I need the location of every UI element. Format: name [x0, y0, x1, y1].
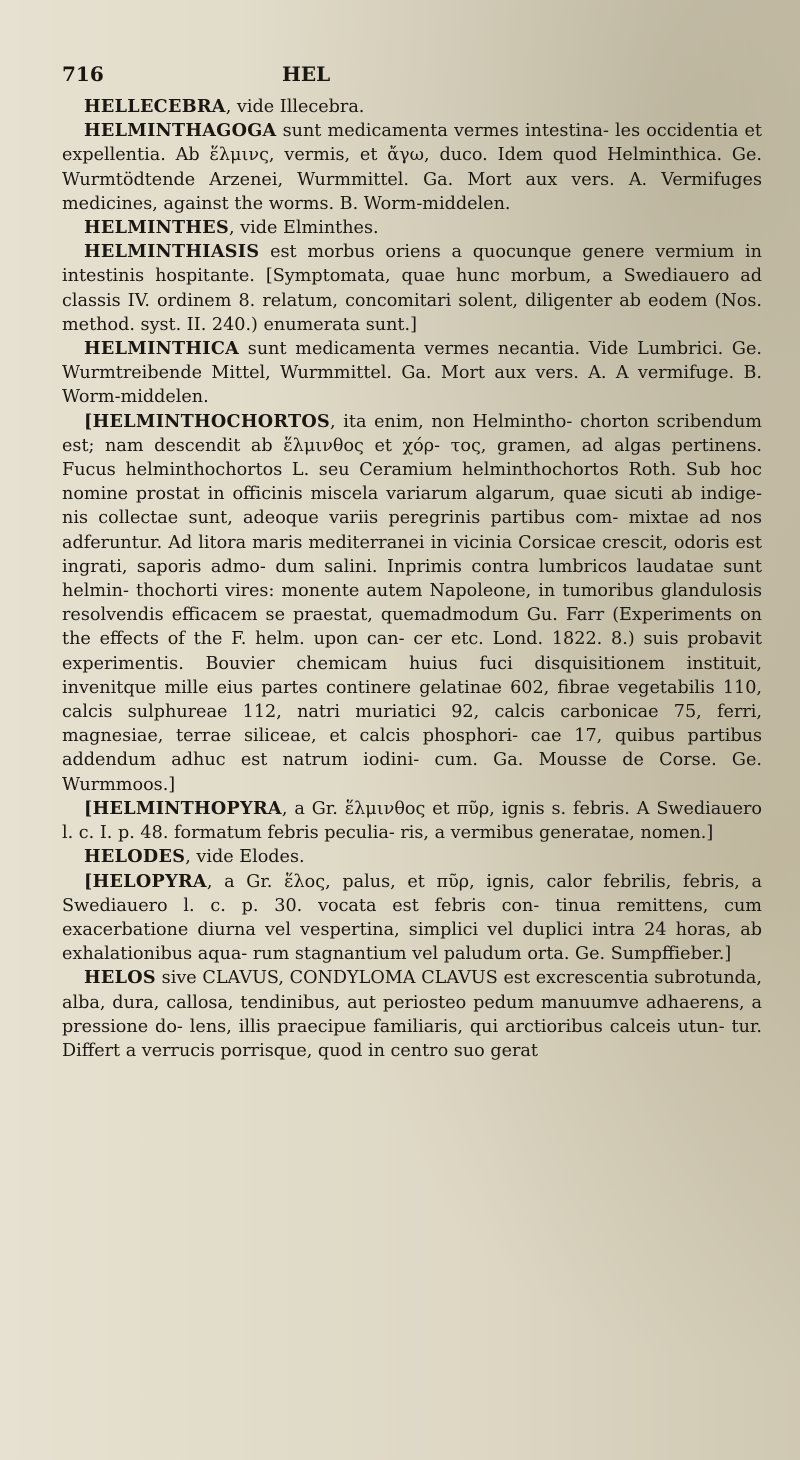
- entry-body: est morbus oriens a quocunque genere vermium in intestinis hospitante. [Symptomata, quae hunc morbum, a Swediauero ad classis IV. ordinem 8. relatum, concomitari solent, diligenter ab eodem (Nos. method. syst. II. 240.) enumerata sunt.]: [62, 242, 762, 335]
- entry-headword: HELMINTHAGOGA: [84, 120, 277, 142]
- entry-headword: [HELMINTHOPYRA: [84, 797, 282, 819]
- entry-helos: [62, 966, 762, 1063]
- entry-helodes: [62, 845, 762, 869]
- entry-headword: HELMINTHIASIS: [84, 241, 260, 263]
- entry-helminthica: [62, 337, 762, 410]
- entry-headword: HELODES: [84, 846, 186, 868]
- entry-headword: HELLECEBRA: [84, 96, 226, 117]
- entry-body: , a Gr. ἕλος, palus, et πῦρ, ignis, calor febrilis, febris, a Swediauero l. c. p. 30. vocata est febris con- tinua remittens, cum exacerbatione diurna vel vespertina, simplici vel duplici intra 24 horas, ab exhalationibus aqua- rum stagnantium vel paludum orta. Ge. Sumpffieber.]: [62, 871, 762, 965]
- entry-helopyra: [62, 870, 762, 967]
- running-head: HEL: [282, 62, 331, 86]
- entry-helminthes: [62, 216, 762, 240]
- dictionary-text: [62, 95, 762, 1063]
- entry-body: sunt medicamenta vermes necantia. Vide Lumbrici. Ge. Wurmtreibende Mittel, Wurmmittel. Ga. Mort aux vers. A. A vermifuge. B. Worm-middelen.: [62, 339, 762, 408]
- entry-hellecebra: [62, 95, 762, 119]
- entry-body: , a Gr. ἕλμινθος et πῦρ, ignis s. febris. A Swediauero l. c. I. p. 48. formatum febris peculia- ris, a vermibus generatae, nomen.]: [62, 798, 762, 844]
- entry-body: , vide Elodes.: [185, 847, 305, 868]
- entry-headword: HELMINTHES: [84, 217, 230, 239]
- entry-helminthagoga: [62, 119, 762, 216]
- entry-headword: [HELOPYRA: [84, 870, 207, 892]
- entry-body: , vide Elminthes.: [229, 218, 379, 239]
- page-header: [62, 62, 760, 96]
- entry-helminthopyra: [62, 797, 762, 845]
- entry-body: sive CLAVUS, CONDYLOMA CLAVUS est excrescentia subrotunda, alba, dura, callosa, tendinibus, aut periosteo pedum manuumve adhaerens, a pressione do- lens, illis praecipue familiaris, qui arctioribus calceis utun- tur. Differt a verrucis porrisque, quod in centro suo gerat: [62, 968, 762, 1061]
- entry-body: , vide Illecebra.: [225, 97, 365, 117]
- entry-headword: HELMINTHICA: [84, 338, 240, 360]
- entry-body: sunt medicamenta vermes intestina- les occidentia et expellentia. Ab ἕλμινς, vermis, et ἄγω, duco. Idem quod Helminthica. Ge. Wurmtödtende Arzenei, Wurmmittel. Ga. Mort aux vers. A. Vermifuges medicines, against the worms. B. Worm-middelen.: [62, 121, 762, 214]
- page-number: 716: [62, 62, 104, 86]
- entry-helminthiasis: [62, 240, 762, 337]
- entry-headword: [HELMINTHOCHORTOS: [84, 410, 331, 432]
- entry-body: , ita enim, non Helmintho- chorton scribendum est; nam descendit ab ἕλμινθος et χόρ- τος, gramen, ad algas pertinens. Fucus helminthochortos L. seu Ceramium helminthochortos Roth. Sub hoc nomine prostat in officinis miscela variarum algarum, quae sicuti ab indige- nis collectae sunt, adeoque variis peregrinis partibus com- mixtae ad nos adferuntur. Ad litora maris mediterranei in vicinia Corsicae crescit, odoris est ingrati, saporis admo- dum salini. Inprimis contra lumbricos laudatae sunt helmin- thochorti vires: monente autem Napoleone, in tumoribus glandulosis resolvendis efficacem se praestat, quemadmodum Gu. Farr (Experiments on the effects of the F. helm. upon can- cer etc. Lond. 1822. 8.) suis probavit experimentis. Bouvier chemicam huius fuci disquisitionem instituit, invenitque mille eius partes continere gelatinae 602, fibrae vegetabilis 110, calcis sulphureae 112, natri muriatici 92, calcis carbonicae 75, ferri, magnesiae, terrae siliceae, et calcis phosphori- cae 17, quibus partibus addendum adhuc est natrum iodini- cum. Ga. Mousse de Corse. Ge. Wurmmoos.]: [62, 411, 762, 795]
- entry-headword: HELOS: [84, 967, 156, 989]
- entry-helminthochortos: [62, 410, 762, 797]
